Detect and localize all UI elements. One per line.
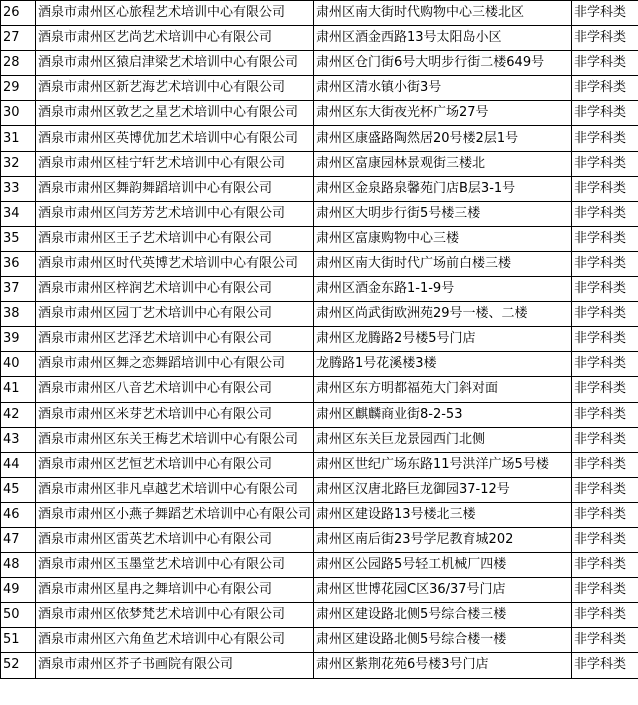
table-body: [1, 1, 638, 679]
row-number-cell: 52: [1, 653, 36, 678]
category-cell: 非学科类: [572, 603, 638, 628]
row-number-cell: 49: [1, 578, 36, 603]
category-cell: 非学科类: [572, 527, 638, 552]
category-cell: 非学科类: [572, 302, 638, 327]
table-row: [1, 76, 638, 101]
category-cell: 非学科类: [572, 377, 638, 402]
row-number-cell: 26: [1, 1, 36, 26]
company-name-cell: 酒泉市肃州区非凡卓越艺术培训中心有限公司: [36, 477, 314, 502]
address-cell: 肃州区东关巨龙景园西门北侧: [314, 427, 572, 452]
row-number-cell: 32: [1, 151, 36, 176]
table-row: [1, 477, 638, 502]
category-cell: 非学科类: [572, 251, 638, 276]
row-number-cell: 39: [1, 327, 36, 352]
row-number-cell: 45: [1, 477, 36, 502]
company-name-cell: 酒泉市肃州区时代英博艺术培训中心有限公司: [36, 251, 314, 276]
address-cell: 肃州区龙腾路2号楼5号门店: [314, 327, 572, 352]
company-name-cell: 酒泉市肃州区玉墨堂艺术培训中心有限公司: [36, 553, 314, 578]
category-cell: 非学科类: [572, 427, 638, 452]
address-cell: 龙腾路1号花溪楼3楼: [314, 352, 572, 377]
category-cell: 非学科类: [572, 277, 638, 302]
address-cell: 肃州区汉唐北路巨龙御园37-12号: [314, 477, 572, 502]
table-row: [1, 452, 638, 477]
table-row: [1, 51, 638, 76]
row-number-cell: 36: [1, 251, 36, 276]
row-number-cell: 46: [1, 502, 36, 527]
company-name-cell: 酒泉市肃州区艺泽艺术培训中心有限公司: [36, 327, 314, 352]
company-name-cell: 酒泉市肃州区小燕子舞蹈艺术培训中心有限公司: [36, 502, 314, 527]
company-name-cell: 酒泉市肃州区桂宁轩艺术培训中心有限公司: [36, 151, 314, 176]
category-cell: 非学科类: [572, 51, 638, 76]
company-name-cell: 酒泉市肃州区英博优加艺术培训中心有限公司: [36, 126, 314, 151]
company-name-cell: 酒泉市肃州区东关王梅艺术培训中心有限公司: [36, 427, 314, 452]
table-row: [1, 126, 638, 151]
category-cell: 非学科类: [572, 628, 638, 653]
address-cell: 肃州区公园路5号轻工机械厂四楼: [314, 553, 572, 578]
company-name-cell: 酒泉市肃州区舞韵舞蹈培训中心有限公司: [36, 176, 314, 201]
address-cell: 肃州区世纪广场东路11号洪洋广场5号楼: [314, 452, 572, 477]
company-name-cell: 酒泉市肃州区王子艺术培训中心有限公司: [36, 226, 314, 251]
address-cell: 肃州区仓门街6号大明步行街二楼649号: [314, 51, 572, 76]
row-number-cell: 50: [1, 603, 36, 628]
category-cell: 非学科类: [572, 327, 638, 352]
table-row: [1, 327, 638, 352]
address-cell: 肃州区麒麟商业街8-2-53: [314, 402, 572, 427]
table-row: [1, 176, 638, 201]
table-row: [1, 628, 638, 653]
table-row: [1, 1, 638, 26]
company-name-cell: 酒泉市肃州区敦艺之星艺术培训中心有限公司: [36, 101, 314, 126]
row-number-cell: 30: [1, 101, 36, 126]
address-cell: 肃州区东方明都福苑大门斜对面: [314, 377, 572, 402]
address-cell: 肃州区世博花园C区36/37号门店: [314, 578, 572, 603]
address-cell: 肃州区大明步行街5号楼三楼: [314, 201, 572, 226]
company-name-cell: 酒泉市肃州区六角鱼艺术培训中心有限公司: [36, 628, 314, 653]
table-row: [1, 427, 638, 452]
address-cell: 肃州区南大街时代购物中心三楼北区: [314, 1, 572, 26]
category-cell: 非学科类: [572, 402, 638, 427]
address-cell: 肃州区建设路北侧5号综合楼一楼: [314, 628, 572, 653]
category-cell: 非学科类: [572, 1, 638, 26]
table-row: [1, 101, 638, 126]
table-row: [1, 653, 638, 678]
row-number-cell: 38: [1, 302, 36, 327]
row-number-cell: 27: [1, 26, 36, 51]
company-name-cell: 酒泉市肃州区雷英艺术培训中心有限公司: [36, 527, 314, 552]
row-number-cell: 37: [1, 277, 36, 302]
company-name-cell: 酒泉市肃州区猿启津梁艺术培训中心有限公司: [36, 51, 314, 76]
table-row: [1, 553, 638, 578]
category-cell: 非学科类: [572, 101, 638, 126]
row-number-cell: 44: [1, 452, 36, 477]
category-cell: 非学科类: [572, 26, 638, 51]
company-name-cell: 酒泉市肃州区八音艺术培训中心有限公司: [36, 377, 314, 402]
row-number-cell: 29: [1, 76, 36, 101]
company-name-cell: 酒泉市肃州区舞之恋舞蹈培训中心有限公司: [36, 352, 314, 377]
category-cell: 非学科类: [572, 352, 638, 377]
address-cell: 肃州区尚武街欧洲苑29号一楼、二楼: [314, 302, 572, 327]
category-cell: 非学科类: [572, 452, 638, 477]
row-number-cell: 43: [1, 427, 36, 452]
row-number-cell: 41: [1, 377, 36, 402]
table-row: [1, 377, 638, 402]
category-cell: 非学科类: [572, 477, 638, 502]
company-name-cell: 酒泉市肃州区星冉之舞培训中心有限公司: [36, 578, 314, 603]
table-row: [1, 603, 638, 628]
table-row: [1, 578, 638, 603]
category-cell: 非学科类: [572, 176, 638, 201]
table-row: [1, 352, 638, 377]
address-cell: 肃州区南大街时代广场前白楼三楼: [314, 251, 572, 276]
address-cell: 肃州区富康园林景观街三楼北: [314, 151, 572, 176]
table-row: [1, 402, 638, 427]
row-number-cell: 51: [1, 628, 36, 653]
table-row: [1, 226, 638, 251]
address-cell: 肃州区东大街夜光杯广场27号: [314, 101, 572, 126]
company-name-cell: 酒泉市肃州区梓润艺术培训中心有限公司: [36, 277, 314, 302]
row-number-cell: 31: [1, 126, 36, 151]
category-cell: 非学科类: [572, 126, 638, 151]
company-name-cell: 酒泉市肃州区闫芳芳艺术培训中心有限公司: [36, 201, 314, 226]
company-name-cell: 酒泉市肃州区新艺海艺术培训中心有限公司: [36, 76, 314, 101]
row-number-cell: 48: [1, 553, 36, 578]
table-row: [1, 302, 638, 327]
table-row: [1, 277, 638, 302]
company-name-cell: 酒泉市肃州区艺恒艺术培训中心有限公司: [36, 452, 314, 477]
company-name-cell: 酒泉市肃州区园丁艺术培训中心有限公司: [36, 302, 314, 327]
address-cell: 肃州区康盛路陶然居20号楼2层1号: [314, 126, 572, 151]
category-cell: 非学科类: [572, 201, 638, 226]
category-cell: 非学科类: [572, 502, 638, 527]
table-row: [1, 251, 638, 276]
address-cell: 肃州区紫荆花苑6号楼3号门店: [314, 653, 572, 678]
table-row: [1, 26, 638, 51]
address-cell: 肃州区清水镇小街3号: [314, 76, 572, 101]
company-name-cell: 酒泉市肃州区米芽艺术培训中心有限公司: [36, 402, 314, 427]
row-number-cell: 28: [1, 51, 36, 76]
category-cell: 非学科类: [572, 226, 638, 251]
category-cell: 非学科类: [572, 653, 638, 678]
table-row: [1, 201, 638, 226]
company-name-cell: 酒泉市肃州区心旅程艺术培训中心有限公司: [36, 1, 314, 26]
address-cell: 肃州区建设路北侧5号综合楼三楼: [314, 603, 572, 628]
address-cell: 肃州区金泉路泉馨苑门店B层3-1号: [314, 176, 572, 201]
company-name-cell: 酒泉市肃州区芥子书画院有限公司: [36, 653, 314, 678]
address-cell: 肃州区南后街23号学尼教育城202: [314, 527, 572, 552]
category-cell: 非学科类: [572, 578, 638, 603]
row-number-cell: 47: [1, 527, 36, 552]
company-name-cell: 酒泉市肃州区依梦梵艺术培训中心有限公司: [36, 603, 314, 628]
address-cell: 肃州区建设路13号楼北三楼: [314, 502, 572, 527]
category-cell: 非学科类: [572, 76, 638, 101]
address-cell: 肃州区富康购物中心三楼: [314, 226, 572, 251]
company-name-cell: 酒泉市肃州区艺尚艺术培训中心有限公司: [36, 26, 314, 51]
category-cell: 非学科类: [572, 151, 638, 176]
row-number-cell: 35: [1, 226, 36, 251]
row-number-cell: 42: [1, 402, 36, 427]
address-cell: 肃州区酒金西路13号太阳岛小区: [314, 26, 572, 51]
table-row: [1, 527, 638, 552]
category-cell: 非学科类: [572, 553, 638, 578]
row-number-cell: 34: [1, 201, 36, 226]
row-number-cell: 33: [1, 176, 36, 201]
row-number-cell: 40: [1, 352, 36, 377]
table-row: [1, 502, 638, 527]
address-cell: 肃州区酒金东路1-1-9号: [314, 277, 572, 302]
table-row: [1, 151, 638, 176]
